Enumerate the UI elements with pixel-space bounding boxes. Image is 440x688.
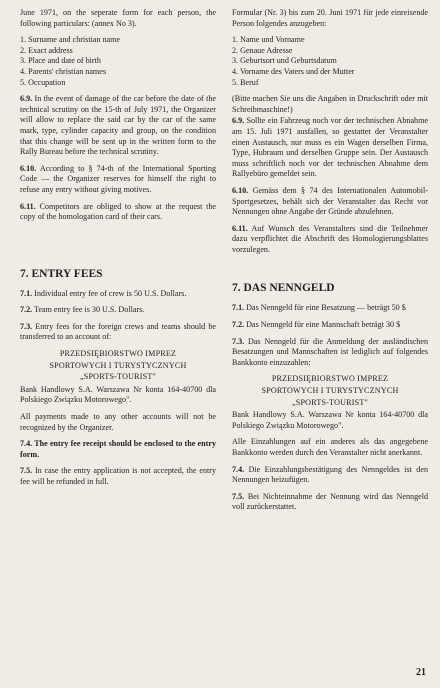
paragraph-text: Auf Wunsch des Veranstalters sind die Teilnehmer dazu verpflichtet die Abschrift des Homologierungsblattes vorzulegen. [232,223,428,254]
paragraph-text: Das Nenngeld für die Anmeldung der ausländischen Besatzungen und Mannschaften ist lediglich auf folgendes Bankkonto einzuzahlen: [232,336,428,367]
paragraph-text: Die Einzahlungsbestätigung des Nenngeldes ist den Nennungen beizufügen. [232,464,428,485]
paragraph-text: Team entry fee is 30 U.S. Dollars. [34,305,145,315]
company-name-line: „SPORTS-TOURIST" [79,372,157,382]
paragraph-text: The entry fee receipt should be enclosed to the entry form. [20,439,216,459]
paragraph-6-11 [20,202,216,223]
section-title-nenngeld: 7. DAS NENNGELD [232,282,335,295]
section-title-entry-fees: 7. ENTRY FEES [20,267,103,280]
paragraph-number: 7.4. [232,464,245,474]
paragraph-number: 6.9. [232,116,245,126]
bank-account-text: Bank Handlowy S.A. Warszawa Nr konta 164-40700 dla Polskiego Związku Motorowego". [20,384,216,405]
list-item: 5. Occupation [20,77,66,87]
paragraph-text: Gemäss dem § 74 des Internationalen Automobil-Sportgesetzes, behält sich der Veranstalter das Recht vor Nennungen ohne Angabe der Gründe abzulehnen. [232,185,428,217]
paragraph-text: Competitors are obliged to show at the request the copy of the homologation card of their cars. [20,201,216,222]
paragraph-number: 6.11. [232,223,248,233]
paragraph-number: 7.5. [232,491,245,501]
paragraph-text: In the event of damage of the car before the date of the technical scrutiny on the 15-th of July 1971, the Organizer will allow to replace the said car by the car of the same mark, type, cylinder capacity and group, on the condition that this change will be sent up in the written form to the Rally Bureau before the technical scrutiny. [20,94,216,157]
paragraph-6-10 [20,164,216,196]
intro-text: June 1971, on the seperate form for each person, the following particulars: (annex No 3). [20,8,216,28]
paragraph-7-1 [232,303,428,314]
paragraph-text: Entry fees for the foreign crews and teams should be transferred to an account of: [20,321,216,342]
paragraph-number: 7.3. [232,336,245,346]
company-name-line: SPORTOWYCH I TURYSTYCZNYCH [49,360,187,370]
list-item: 5. Beruf [232,77,259,87]
paragraph-7-5 [20,466,216,487]
typing-note: (Bitte machen Sie uns die Angaben in Druckschrift oder mit Schreibmaschine!) [232,94,428,114]
list-item: 3. Place and date of birth [20,56,101,66]
list-item: 4. Parents' christian names [20,66,106,76]
list-item: 3. Geburtsort und Geburtsdatum [232,56,337,66]
payments-note: All payments made to any other accounts will not be recognized by the Organizer. [20,412,216,432]
paragraph-7-2 [20,305,216,316]
company-name-line: PRZEDSIĘBIORSTWO IMPREZ [271,374,389,384]
paragraph-7-1 [20,289,216,300]
paragraph-7-4 [232,465,428,486]
paragraph-number: 7.1. [20,288,33,298]
page-number: 21 [416,667,426,678]
paragraph-number: 7.2. [20,305,33,315]
list-item: 2. Exact address [20,45,73,55]
paragraph-6-9 [20,94,216,158]
list-item: 4. Vorname des Vaters und der Mutter [232,66,355,76]
paragraph-text: Sollte ein Fahrzeug noch vor der technischen Abnahme am 15. Juli 1971 ausfallen, so gestattet der Veranstalter einen Austausch, nur muss es ein Wagen derselben Firma, Type, Hubraum und derselben Gruppe sein. Der Austausch muss schriftlich noch vor der technischen Abnahme dem Rallyebüro gemeldet sein. [232,116,428,179]
company-name-line: „SPORTS-TOURIST" [291,397,369,407]
payments-note: Alle Einzahlungen auf ein anderes als das angegebene Bankkonto werden durch den Veranstalter nicht anerkannt. [232,437,428,457]
german-column [232,8,428,519]
paragraph-7-4 [20,439,216,460]
paragraph-number: 6.10. [232,185,249,195]
paragraph-text: Bei Nichteinnahme der Nennung wird das Nenngeld voll zurückerstattet. [232,491,429,512]
paragraph-number: 6.10. [20,163,37,173]
bank-account-text: Bank Handlowy S.A. Warszawa Nr konta 164-40700 dla Polskiego Związku Motorowego". [232,410,428,430]
paragraph-7-3 [20,322,216,343]
intro-text: Formular (Nr. 3) bis zum 20. Juni 1971 für jede einreisende Person folgendes anzugeben: [232,8,428,28]
paragraph-number: 6.9. [20,94,33,104]
paragraph-6-9 [232,116,428,180]
particulars-list [20,35,216,88]
list-item: 1. Name und Vorname [232,35,305,45]
paragraph-text: Das Nenngeld für eine Besatzung — beträgt 50 $ [246,303,406,313]
company-name-line: SPORTOWYCH I TURYSTYCZNYCH [261,386,399,396]
paragraph-number: 7.5. [20,466,33,476]
paragraph-text: In case the entry application is not accepted, the entry fee will be refunded in full. [20,466,216,486]
paragraph-text: Individual entry fee of crew is 50 U.S. Dollars. [34,288,187,298]
paragraph-text: Das Nenngeld für eine Mannschaft beträgt 30 $ [246,320,401,330]
paragraph-number: 7.3. [20,321,33,331]
company-name-line: PRZEDSIĘBIORSTWO IMPREZ [59,349,177,359]
list-item: 1. Surname and christian name [20,35,121,45]
paragraph-number: 7.1. [232,303,245,313]
paragraph-number: 7.2. [232,320,245,330]
paragraph-number: 6.11. [20,201,36,211]
paragraph-number: 7.4. [20,439,33,449]
paragraph-6-10 [232,186,428,218]
english-column [20,8,216,494]
particulars-list [232,35,428,88]
paragraph-7-2 [232,320,428,331]
paragraph-text: According to § 74-th of the International Sporting Code — the Organizer reserves for himself the right to refuse any entry without giving motives. [20,163,216,194]
list-item: 2. Genaue Adresse [232,45,293,55]
paragraph-7-5 [232,492,428,513]
paragraph-6-11 [232,224,428,256]
paragraph-7-3 [232,337,428,369]
